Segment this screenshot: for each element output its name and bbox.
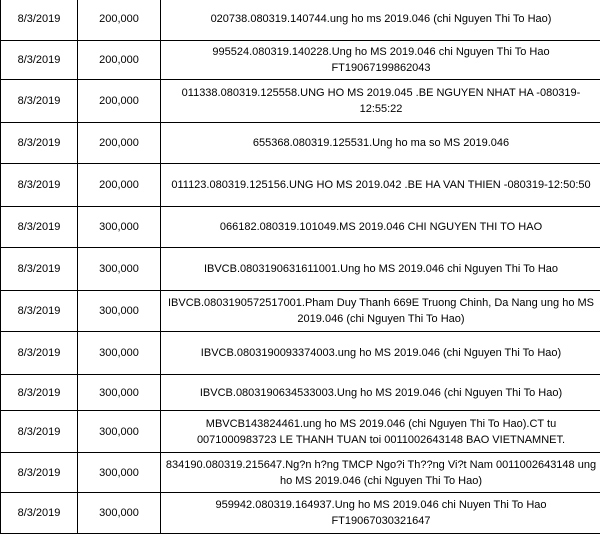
amount-cell: 200,000 (78, 164, 161, 207)
date-cell: 8/3/2019 (1, 453, 78, 493)
table-row (1, 123, 600, 164)
description-cell: IBVCB.0803190093374003.ung ho MS 2019.046 (chi Nguyen Thi To Hao) (161, 332, 600, 375)
date-cell: 8/3/2019 (1, 493, 78, 534)
description-cell: 011338.080319.125558.UNG HO MS 2019.045 .BE NGUYEN NHAT HA -080319-12:55:22 (161, 80, 600, 123)
table-row (1, 411, 600, 453)
date-cell: 8/3/2019 (1, 123, 78, 164)
amount-cell: 200,000 (78, 80, 161, 123)
table-row (1, 207, 600, 248)
amount-cell: 300,000 (78, 248, 161, 291)
table-row (1, 41, 600, 80)
amount-cell: 200,000 (78, 41, 161, 80)
amount-cell: 300,000 (78, 207, 161, 248)
amount-cell: 300,000 (78, 411, 161, 453)
table-row (1, 291, 600, 332)
date-cell: 8/3/2019 (1, 375, 78, 411)
amount-cell: 300,000 (78, 375, 161, 411)
date-cell: 8/3/2019 (1, 41, 78, 80)
description-cell: 011123.080319.125156.UNG HO MS 2019.042 .BE HA VAN THIEN -080319-12:50:50 (161, 164, 600, 207)
description-cell: 066182.080319.101049.MS 2019.046 CHI NGUYEN THI TO HAO (161, 207, 600, 248)
amount-cell: 200,000 (78, 0, 161, 41)
date-cell: 8/3/2019 (1, 411, 78, 453)
description-cell: IBVCB.0803190634533003.Ung ho MS 2019.046 (chi Nguyen Thi To Hao) (161, 375, 600, 411)
description-cell: 959942.080319.164937.Ung ho MS 2019.046 chi Nuyen Thi To Hao FT19067030321647 (161, 493, 600, 534)
description-cell: MBVCB143824461.ung ho MS 2019.046 (chi Nguyen Thi To Hao).CT tu 0071000983723 LE THANH TUAN toi 0011002643148 BAO VIETNAMNET. (161, 411, 600, 453)
date-cell: 8/3/2019 (1, 0, 78, 41)
table-row (1, 332, 600, 375)
date-cell: 8/3/2019 (1, 80, 78, 123)
amount-cell: 200,000 (78, 123, 161, 164)
date-cell: 8/3/2019 (1, 332, 78, 375)
table-row (1, 164, 600, 207)
table-row (1, 453, 600, 493)
description-cell: 020738.080319.140744.ung ho ms 2019.046 (chi Nguyen Thi To Hao) (161, 0, 600, 41)
description-cell: IBVCB.0803190631611001.Ung ho MS 2019.046 chi Nguyen Thi To Hao (161, 248, 600, 291)
amount-cell: 300,000 (78, 493, 161, 534)
date-cell: 8/3/2019 (1, 207, 78, 248)
date-cell: 8/3/2019 (1, 248, 78, 291)
date-cell: 8/3/2019 (1, 291, 78, 332)
description-cell: 655368.080319.125531.Ung ho ma so MS 2019.046 (161, 123, 600, 164)
description-cell: IBVCB.0803190572517001.Pham Duy Thanh 669E Truong Chinh, Da Nang ung ho MS 2019.046 (chi Nguyen Thi To Hao) (161, 291, 600, 332)
amount-cell: 300,000 (78, 291, 161, 332)
table-row (1, 375, 600, 411)
description-cell: 995524.080319.140228.Ung ho MS 2019.046 chi Nguyen Thi To Hao FT19067199862043 (161, 41, 600, 80)
table-row (1, 248, 600, 291)
amount-cell: 300,000 (78, 332, 161, 375)
table-row (1, 0, 600, 41)
date-cell: 8/3/2019 (1, 164, 78, 207)
description-cell: 834190.080319.215647.Ng?n h?ng TMCP Ngo?i Th??ng Vi?t Nam 0011002643148 ung ho MS 2019.046 (chi Nguyen Thi To Hao) (161, 453, 600, 493)
table-row (1, 80, 600, 123)
table-row (1, 493, 600, 534)
amount-cell: 300,000 (78, 453, 161, 493)
